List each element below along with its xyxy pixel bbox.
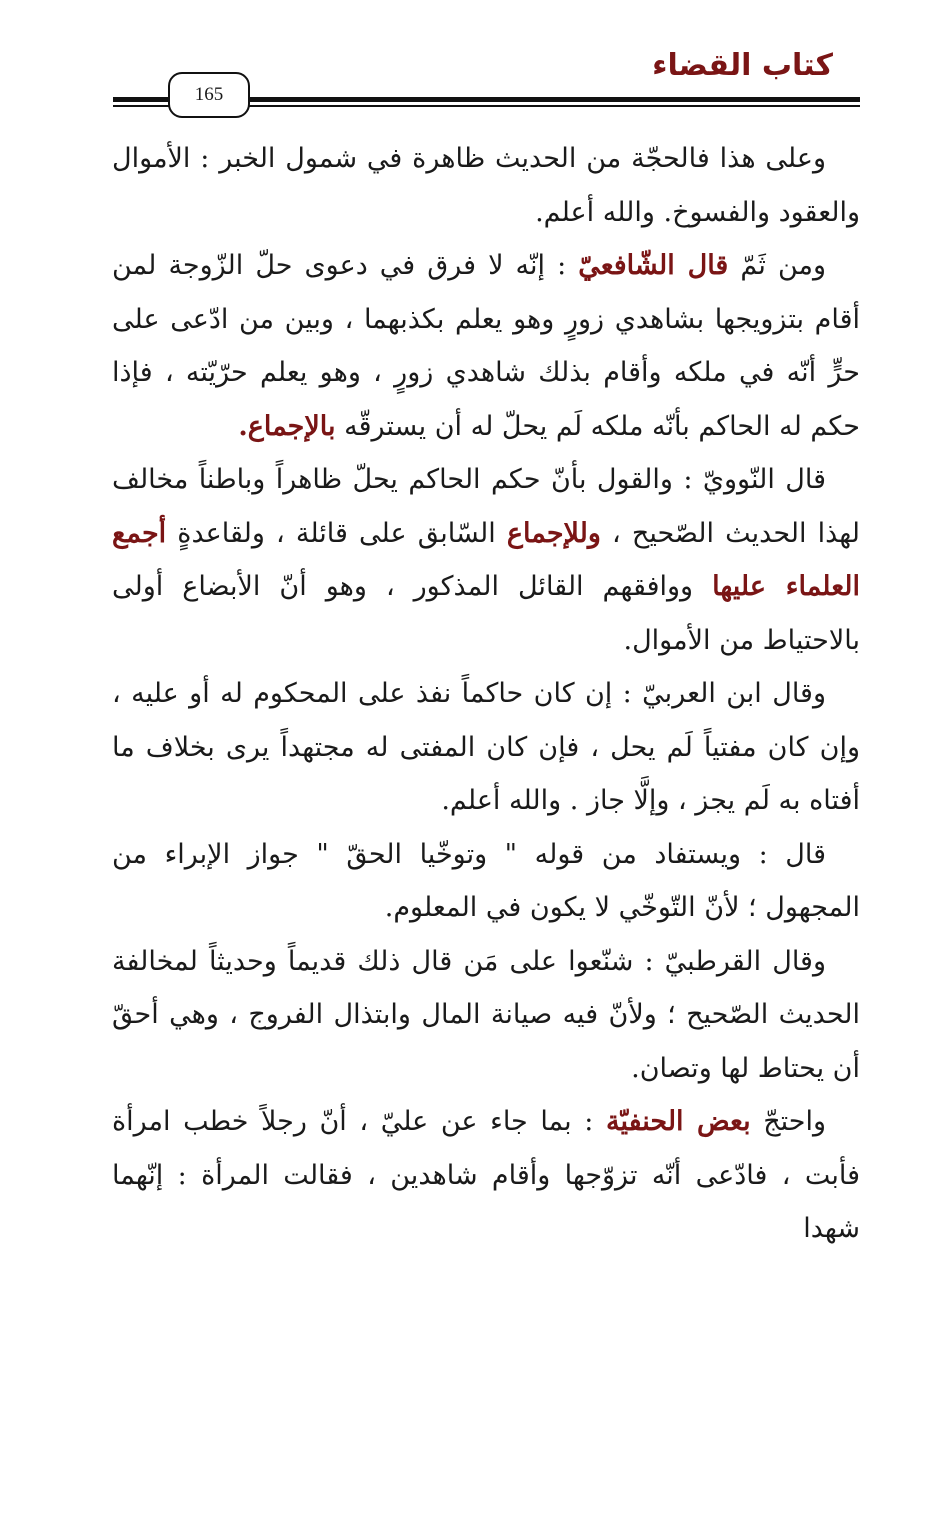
highlighted-term: بالإجماع. [238,410,336,442]
paragraph [112,453,860,667]
paragraph-text: واحتجّ [750,1106,826,1137]
paragraph-text: السّابق على قائلة ، ولقاعدةٍ [166,517,507,549]
paragraph-text: : إنّه لا فرق في دعوى حلّ الزّوجة لمن أقام بتزويجها بشاهدي زورٍ وهو يعلم بكذبهما ، وبين من ادّعى على حرٍّ أنّه في ملكه وأقام بذلك شاهدي زورٍ ، وهو يعلم حرّيّته ، فإذا حكم له الحاكم بأنّه ملكه لَم يحلّ له أن يسترقّه [112,250,861,442]
page-header [0,0,945,130]
highlighted-term: أجمع العلماء عليها [112,517,860,602]
paragraph-text: ومن ثَمّ [728,250,826,281]
highlighted-term: قال الشّافعيّ [578,250,729,281]
paragraph [112,935,860,1096]
paragraph [112,828,860,935]
paragraph [112,667,860,828]
paragraph-text: وقال القرطبيّ : شنّعوا على مَن قال ذلك قديماً وحديثاً لمخالفة الحديث الصّحيح ؛ ولأنّ فيه صيانة المال وابتذال الفروج ، وهي أحقّ أن يحتاط لها وتصان. [112,945,860,1084]
paragraph-text: قال النّوويّ : والقول بأنّ حكم الحاكم يحلّ ظاهراً وباطناً مخالف لهذا الحديث الصّحيح ، [112,464,860,549]
paragraph [112,132,860,239]
paragraph-text: : بما جاء عن عليّ ، أنّ رجلاً خطب امرأة فأبت ، فادّعى أنّه تزوّجها وأقام شاهدين ، فقالت المرأة : إنّهما شهدا [112,1106,860,1244]
paragraph-text: وعلى هذا فالحجّة من الحديث ظاهرة في شمول الخبر : الأموال والعقود والفسوخ. والله أعلم. [112,143,860,228]
paragraph [112,1095,860,1256]
paragraph [112,239,860,453]
page-number: 165 [168,72,250,118]
paragraph-text: ووافقهم القائل المذكور ، وهو أنّ الأبضاع أولى بالاحتياط من الأموال. [112,571,860,656]
book-title: كتاب القضاء [652,48,833,83]
body-text [112,132,860,1256]
highlighted-term: وللإجماع [506,517,601,549]
paragraph-text: قال : ويستفاد من قوله " وتوخّيا الحقّ " جواز الإبراء من المجهول ؛ لأنّ التّوخّي لا يكون في المعلوم. [112,838,860,923]
highlighted-term: بعض الحنفيّة [605,1106,751,1137]
paragraph-text: وقال ابن العربيّ : إن كان حاكماً نفذ على المحكوم له أو عليه ، وإن كان مفتياً لَم يحل ، فإن كان المفتى له مجتهداً يرى بخلاف ما أفتاه به لَم يجز ، وإلَّا جاز . والله أعلم. [112,678,860,816]
